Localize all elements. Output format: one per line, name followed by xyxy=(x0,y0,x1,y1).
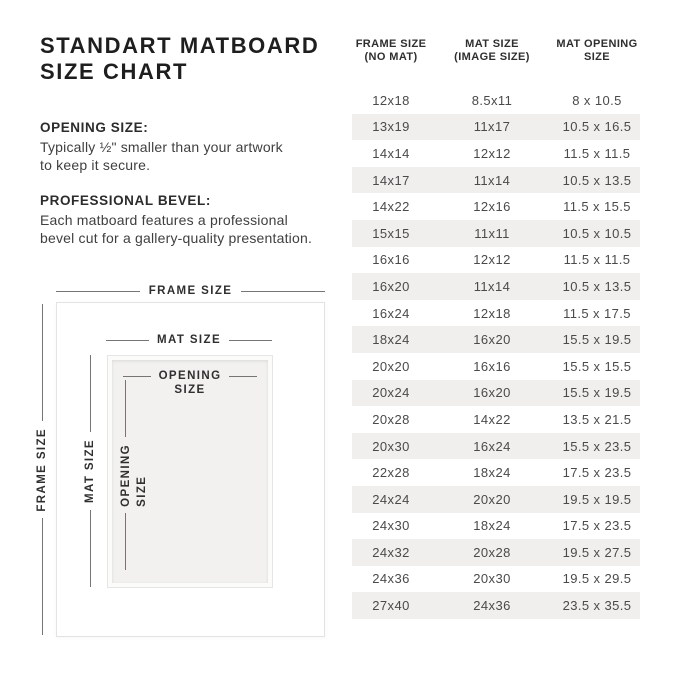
mat-size-cell: 20x30 xyxy=(473,571,511,587)
dimension-line xyxy=(125,380,126,437)
column-header-line: SIZE xyxy=(583,51,611,63)
opening-size-description xyxy=(40,138,283,174)
frame-size-cell: 16x20 xyxy=(372,278,410,294)
frame-size-cell: 24x32 xyxy=(372,544,410,560)
frame-size-cell: 16x16 xyxy=(372,252,410,268)
dimension-line xyxy=(90,355,91,432)
dimension-line xyxy=(241,291,325,292)
table-row xyxy=(352,220,640,247)
mat-size-cell: 20x20 xyxy=(473,491,511,507)
mat-size-cell: 12x12 xyxy=(473,252,511,268)
frame-size-cell: 20x28 xyxy=(372,411,410,427)
frame-size-cell: 14x14 xyxy=(372,145,410,161)
mat-opening-cell: 15.5 x 23.5 xyxy=(562,438,632,454)
mat-opening-cell: 19.5 x 27.5 xyxy=(562,544,632,560)
size-table-body xyxy=(352,87,640,619)
opening-size-dimension-vertical xyxy=(119,380,151,570)
table-row xyxy=(352,326,640,353)
table-row xyxy=(352,114,640,141)
mat-size-cell: 16x20 xyxy=(473,332,511,348)
mat-size-cell: 12x18 xyxy=(473,305,511,321)
size-table xyxy=(352,38,640,619)
table-row xyxy=(352,247,640,274)
frame-diagram xyxy=(56,302,325,637)
mat-opening-cell: 23.5 x 35.5 xyxy=(562,598,632,614)
opening-size-vertical-line-1: OPENING xyxy=(120,443,132,507)
opening-size-label-horizontal xyxy=(159,369,222,397)
dimension-line xyxy=(229,340,272,341)
mat-opening-cell: 10.5 x 13.5 xyxy=(562,172,632,188)
table-row xyxy=(352,380,640,407)
frame-size-dimension-vertical xyxy=(35,304,49,635)
mat-size-cell: 16x20 xyxy=(473,385,511,401)
frame-size-cell: 27x40 xyxy=(372,598,410,614)
column-header-frame-size xyxy=(352,38,430,64)
opening-size-vertical-line-2: SIZE xyxy=(136,475,148,507)
mat-size-cell: 14x22 xyxy=(473,411,511,427)
column-header-line: FRAME SIZE xyxy=(355,38,427,50)
frame-size-cell: 22x28 xyxy=(372,465,410,481)
opening-size-label-line-1: OPENING xyxy=(158,370,222,382)
frame-size-label-vertical: FRAME SIZE xyxy=(36,427,48,512)
mat-size-cell: 18x24 xyxy=(473,518,511,534)
table-row xyxy=(352,459,640,486)
table-row xyxy=(352,539,640,566)
professional-bevel-description xyxy=(40,211,312,247)
table-row xyxy=(352,167,640,194)
mat-opening-cell: 11.5 x 15.5 xyxy=(563,199,631,215)
mat-size-cell: 11x14 xyxy=(473,172,511,188)
frame-size-cell: 24x30 xyxy=(372,518,410,534)
dimension-line xyxy=(125,513,126,570)
mat-size-label-horizontal: MAT SIZE xyxy=(157,334,222,346)
table-row xyxy=(352,513,640,540)
frame-size-cell: 18x24 xyxy=(372,332,410,348)
column-header-mat-opening xyxy=(554,38,640,64)
frame-size-cell: 12x18 xyxy=(372,92,410,108)
dimension-line xyxy=(56,291,140,292)
table-row xyxy=(352,353,640,380)
frame-size-label-horizontal: FRAME SIZE xyxy=(148,285,233,297)
mat-opening-cell: 10.5 x 13.5 xyxy=(562,278,632,294)
mat-opening-cell: 8 x 10.5 xyxy=(572,92,622,108)
mat-opening-cell: 19.5 x 29.5 xyxy=(562,571,632,587)
frame-size-cell: 14x22 xyxy=(372,199,410,215)
table-row xyxy=(352,193,640,220)
mat-size-cell: 11x17 xyxy=(473,119,511,135)
table-row xyxy=(352,273,640,300)
mat-opening-cell: 10.5 x 10.5 xyxy=(562,225,632,241)
frame-size-cell: 24x24 xyxy=(372,491,410,507)
opening-size-label-vertical xyxy=(119,444,149,507)
frame-size-cell: 16x24 xyxy=(372,305,410,321)
table-row xyxy=(352,433,640,460)
frame-size-cell: 24x36 xyxy=(372,571,410,587)
page-title-line-2: SIZE CHART xyxy=(40,59,188,84)
frame-size-dimension-horizontal xyxy=(56,284,325,298)
mat-opening-cell: 13.5 x 21.5 xyxy=(562,411,632,427)
mat-opening-diagram xyxy=(108,356,272,587)
column-header-line: (NO MAT) xyxy=(364,51,418,63)
table-row xyxy=(352,406,640,433)
frame-size-cell: 20x20 xyxy=(372,358,410,374)
table-row xyxy=(352,566,640,593)
table-row xyxy=(352,592,640,619)
frame-size-cell: 20x24 xyxy=(372,385,410,401)
opening-size-heading: OPENING SIZE: xyxy=(40,120,149,135)
page-title-line-1: STANDART MATBOARD xyxy=(40,33,320,58)
mat-opening-cell: 11.5 x 11.5 xyxy=(563,145,631,161)
frame-size-cell: 20x30 xyxy=(372,438,410,454)
mat-size-cell: 24x36 xyxy=(473,598,511,614)
opening-size-description-line-1: Typically ½" smaller than your artwork xyxy=(40,139,283,155)
mat-opening-cell: 19.5 x 19.5 xyxy=(562,491,632,507)
frame-size-cell: 14x17 xyxy=(372,172,410,188)
column-header-line: MAT SIZE xyxy=(465,38,519,50)
mat-size-cell: 12x12 xyxy=(473,145,511,161)
mat-size-dimension-horizontal xyxy=(106,333,272,347)
mat-opening-cell: 11.5 x 17.5 xyxy=(563,305,631,321)
mat-size-label-vertical: MAT SIZE xyxy=(84,439,96,504)
dimension-line xyxy=(90,510,91,587)
mat-size-cell: 18x24 xyxy=(473,465,511,481)
column-header-line: MAT OPENING xyxy=(556,38,638,50)
mat-opening-cell: 15.5 x 15.5 xyxy=(562,358,632,374)
column-header-line: (IMAGE SIZE) xyxy=(454,51,530,63)
dimension-line xyxy=(42,304,43,421)
mat-size-cell: 11x11 xyxy=(474,225,510,241)
opening-size-description-line-2: to keep it secure. xyxy=(40,157,151,173)
mat-opening-cell: 15.5 x 19.5 xyxy=(562,385,632,401)
table-row xyxy=(352,300,640,327)
mat-opening-cell: 10.5 x 16.5 xyxy=(562,119,632,135)
dimension-line xyxy=(229,376,257,377)
size-table-header xyxy=(352,38,640,64)
frame-size-cell: 15x15 xyxy=(372,225,410,241)
mat-size-cell: 16x16 xyxy=(473,358,511,374)
mat-size-cell: 16x24 xyxy=(473,438,511,454)
mat-size-cell: 20x28 xyxy=(473,544,511,560)
mat-opening-cell: 15.5 x 19.5 xyxy=(562,332,632,348)
mat-size-dimension-vertical xyxy=(83,355,97,587)
mat-size-cell: 8.5x11 xyxy=(471,92,513,108)
opening-size-label-line-2: SIZE xyxy=(174,384,206,396)
dimension-line xyxy=(106,340,149,341)
professional-bevel-description-line-1: Each matboard features a professional xyxy=(40,212,288,228)
professional-bevel-description-line-2: bevel cut for a gallery-quality presentation. xyxy=(40,230,313,246)
dimension-line xyxy=(42,518,43,635)
mat-opening-cell: 17.5 x 23.5 xyxy=(562,518,632,534)
table-row xyxy=(352,140,640,167)
table-row xyxy=(352,87,640,114)
mat-size-cell: 11x14 xyxy=(473,278,511,294)
mat-opening-cell: 11.5 x 11.5 xyxy=(563,252,631,268)
dimension-line xyxy=(123,376,151,377)
table-row xyxy=(352,486,640,513)
professional-bevel-heading: PROFESSIONAL BEVEL: xyxy=(40,193,211,208)
column-header-mat-size xyxy=(430,38,554,64)
mat-size-cell: 12x16 xyxy=(473,199,511,215)
frame-size-cell: 13x19 xyxy=(372,119,410,135)
mat-opening-cell: 17.5 x 23.5 xyxy=(562,465,632,481)
page-title xyxy=(40,33,319,85)
